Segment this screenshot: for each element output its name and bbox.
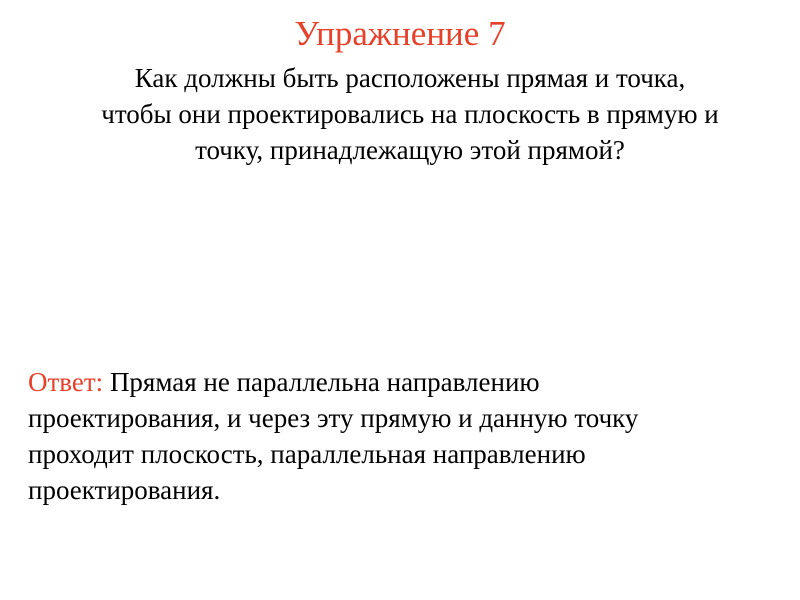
answer-line: проектирования. — [28, 475, 221, 505]
answer-label: Ответ: — [28, 367, 104, 397]
answer-line: проектирования, и через эту прямую и данную точку — [28, 403, 639, 433]
answer-line: Прямая не параллельна направлению — [103, 367, 540, 397]
answer-first-line — [28, 364, 788, 400]
question-text — [30, 60, 790, 168]
question-line: Как должны быть расположены прямая и точка, — [134, 63, 686, 93]
question-line: точку, принадлежащую этой прямой? — [195, 135, 625, 165]
slide-title: Упражнение 7 — [294, 14, 506, 53]
answer-text — [28, 364, 788, 508]
answer-line: проходит плоскость, параллельная направлению — [28, 439, 586, 469]
question-line: чтобы они проектировались на плоскость в прямую и — [101, 99, 719, 129]
